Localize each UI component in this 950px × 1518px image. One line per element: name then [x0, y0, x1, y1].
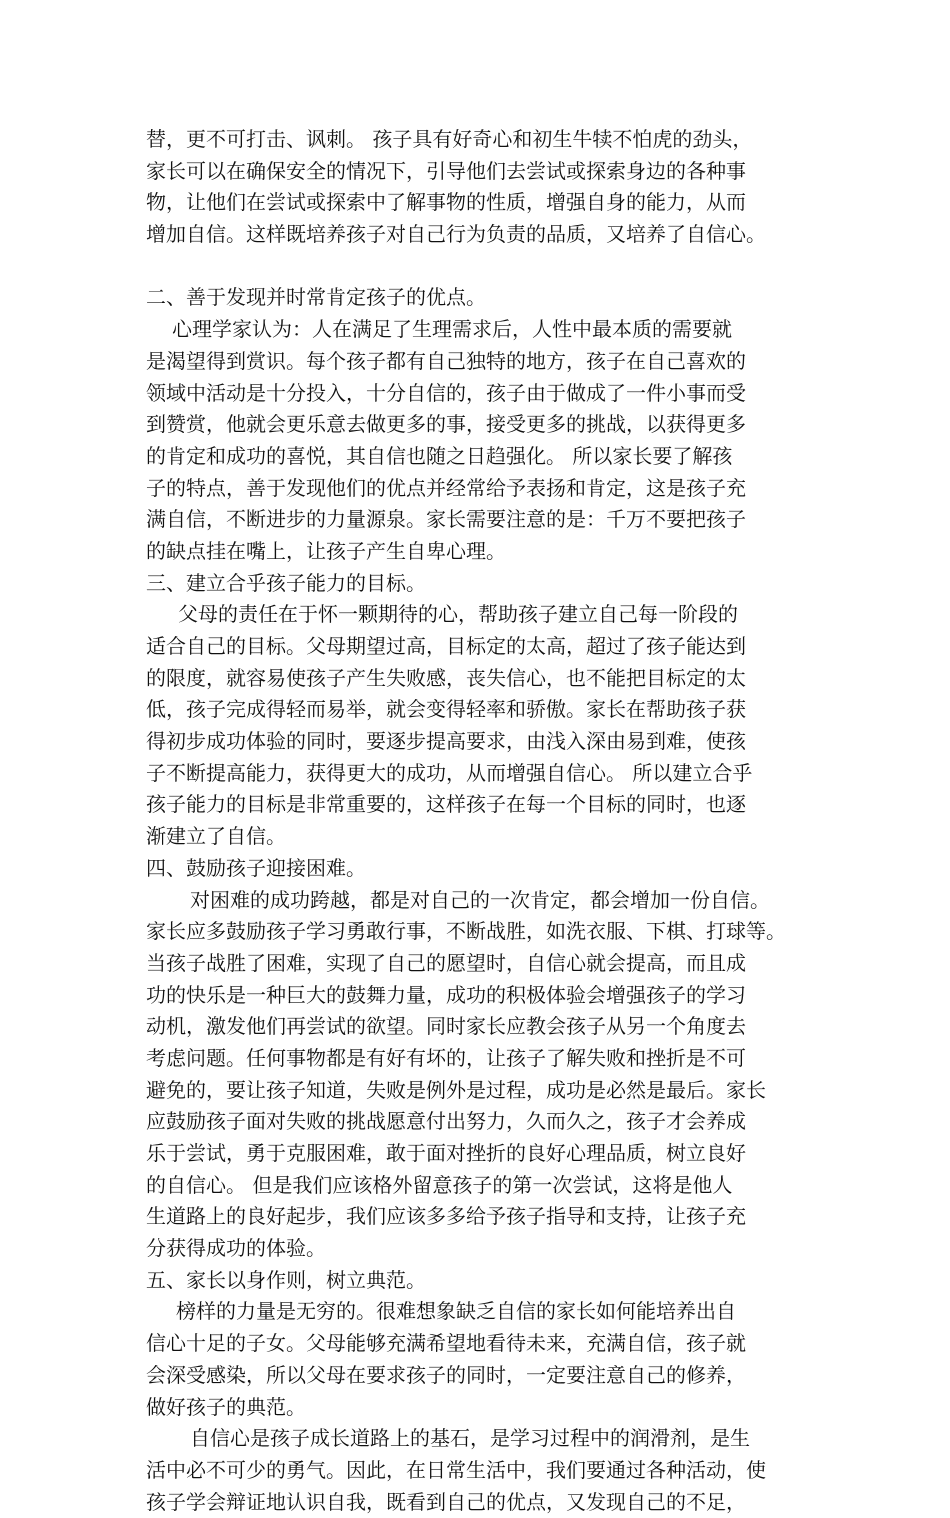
text-line: 的自信心。 但是我们应该格外留意孩子的第一次尝试，这将是他人	[146, 1172, 733, 1197]
text-line: 当孩子战胜了困难，实现了自己的愿望时，自信心就会提高，而且成	[146, 950, 746, 975]
blank-line	[146, 251, 826, 283]
text-line: 避免的，要让孩子知道，失败是例外是过程，成功是必然是最后。家长	[146, 1077, 766, 1102]
text-line: 到赞赏，他就会更乐意去做更多的事，接受更多的挑战，以获得更多	[146, 412, 746, 437]
text-line: 榜样的力量是无穷的。很难想象缺乏自信的家长如何能培养出自	[176, 1299, 736, 1324]
text-line: 家长应多鼓励孩子学习勇敢行事，不断战胜，如洗衣服、下棋、打球等。	[146, 919, 786, 944]
text-line: 的缺点挂在嘴上，让孩子产生自卑心理。	[146, 538, 506, 563]
text-line: 适合自己的目标。父母期望过高，目标定的太高，超过了孩子能达到	[146, 634, 746, 658]
text-line: 三、建立合乎孩子能力的目标。	[146, 570, 426, 595]
text-line: 物，让他们在尝试或探索中了解事物的性质，增强自身的能力，从而	[146, 190, 746, 215]
text-line: 考虑问题。任何事物都是有好有坏的，让孩子了解失败和挫折是不可	[146, 1045, 746, 1070]
text-line: 二、善于发现并时常肯定孩子的优点。	[146, 285, 486, 310]
text-line: 自信心是孩子成长道路上的基石，是学习过程中的润滑剂，是生	[190, 1426, 750, 1451]
text-line: 功的快乐是一种巨大的鼓舞力量，成功的积极体验会增强孩子的学习	[146, 982, 746, 1007]
text-line: 子不断提高能力，获得更大的成功，从而增强自信心。 所以建立合乎	[146, 760, 753, 785]
text-line: 四、鼓励孩子迎接困难。	[146, 855, 366, 880]
text-line: 家长可以在确保安全的情况下，引导他们去尝试或探索身边的各种事	[146, 158, 746, 183]
text-line: 满自信，不断进步的力量源泉。家长需要注意的是：千万不要把孩子	[146, 507, 746, 532]
text-line: 领域中活动是十分投入，十分自信的，孩子由于做成了一件小事而受	[146, 380, 746, 405]
text-line: 是渴望得到赏识。每个孩子都有自己独特的地方，孩子在自己喜欢的	[146, 348, 746, 373]
text-line: 子的特点，善于发现他们的优点并经常给予表扬和肯定，这是孩子充	[146, 475, 746, 500]
text-line: 乐于尝试，勇于克服困难，敢于面对挫折的良好心理品质，树立良好	[146, 1141, 746, 1165]
text-line: 动机，激发他们再尝试的欲望。同时家长应教会孩子从另一个角度去	[146, 1014, 746, 1039]
text-line: 应鼓励孩子面对失败的挑战愿意付出努力，久而久之，孩子才会养成	[146, 1109, 746, 1134]
text-line: 的肯定和成功的喜悦，其自信也随之日趋强化。 所以家长要了解孩	[146, 443, 733, 468]
text-line: 五、家长以身作则，树立典范。	[146, 1267, 426, 1292]
text-line: 增加自信。这样既培养孩子对自己行为负责的品质，又培养了自信心。	[146, 222, 766, 247]
text-line: 会深受感染，所以父母在要求孩子的同时，一定要注意自己的修养，	[146, 1362, 746, 1387]
text-line: 分获得成功的体验。	[146, 1236, 326, 1261]
text-line: 低，孩子完成得轻而易举，就会变得轻率和骄傲。家长在帮助孩子获	[146, 697, 746, 722]
text-line: 孩子能力的目标是非常重要的，这样孩子在每一个目标的同时，也逐	[146, 792, 746, 817]
text-line: 孩子学会辩证地认识自我，既看到自己的优点，又发现自己的不足，	[146, 1489, 746, 1514]
text-line: 做好孩子的典范。	[146, 1394, 306, 1419]
document-page	[146, 124, 826, 1518]
text-line: 对困难的成功跨越，都是对自己的一次肯定，都会增加一份自信。	[190, 887, 770, 912]
text-line: 渐建立了自信。	[146, 824, 286, 849]
text-line: 活中必不可少的勇气。因此，在日常生活中，我们要通过各种活动，使	[146, 1457, 766, 1482]
text-line: 得初步成功体验的同时，要逐步提高要求，由浅入深由易到难，使孩	[146, 729, 746, 754]
text-line: 父母的责任在于怀一颗期待的心，帮助孩子建立自己每一阶段的	[178, 602, 738, 627]
text-line: 心理学家认为：人在满足了生理需求后，人性中最本质的需要就	[172, 317, 732, 342]
text-line: 生道路上的良好起步，我们应该多多给予孩子指导和支持，让孩子充	[146, 1204, 746, 1229]
text-line: 替，更不可打击、讽刺。 孩子具有好奇心和初生牛犊不怕虎的劲头，	[146, 127, 753, 151]
text-line: 信心十足的子女。父母能够充满希望地看待未来，充满自信，孩子就	[146, 1331, 746, 1356]
text-line: 的限度，就容易使孩子产生失败感，丧失信心，也不能把目标定的太	[146, 665, 746, 690]
